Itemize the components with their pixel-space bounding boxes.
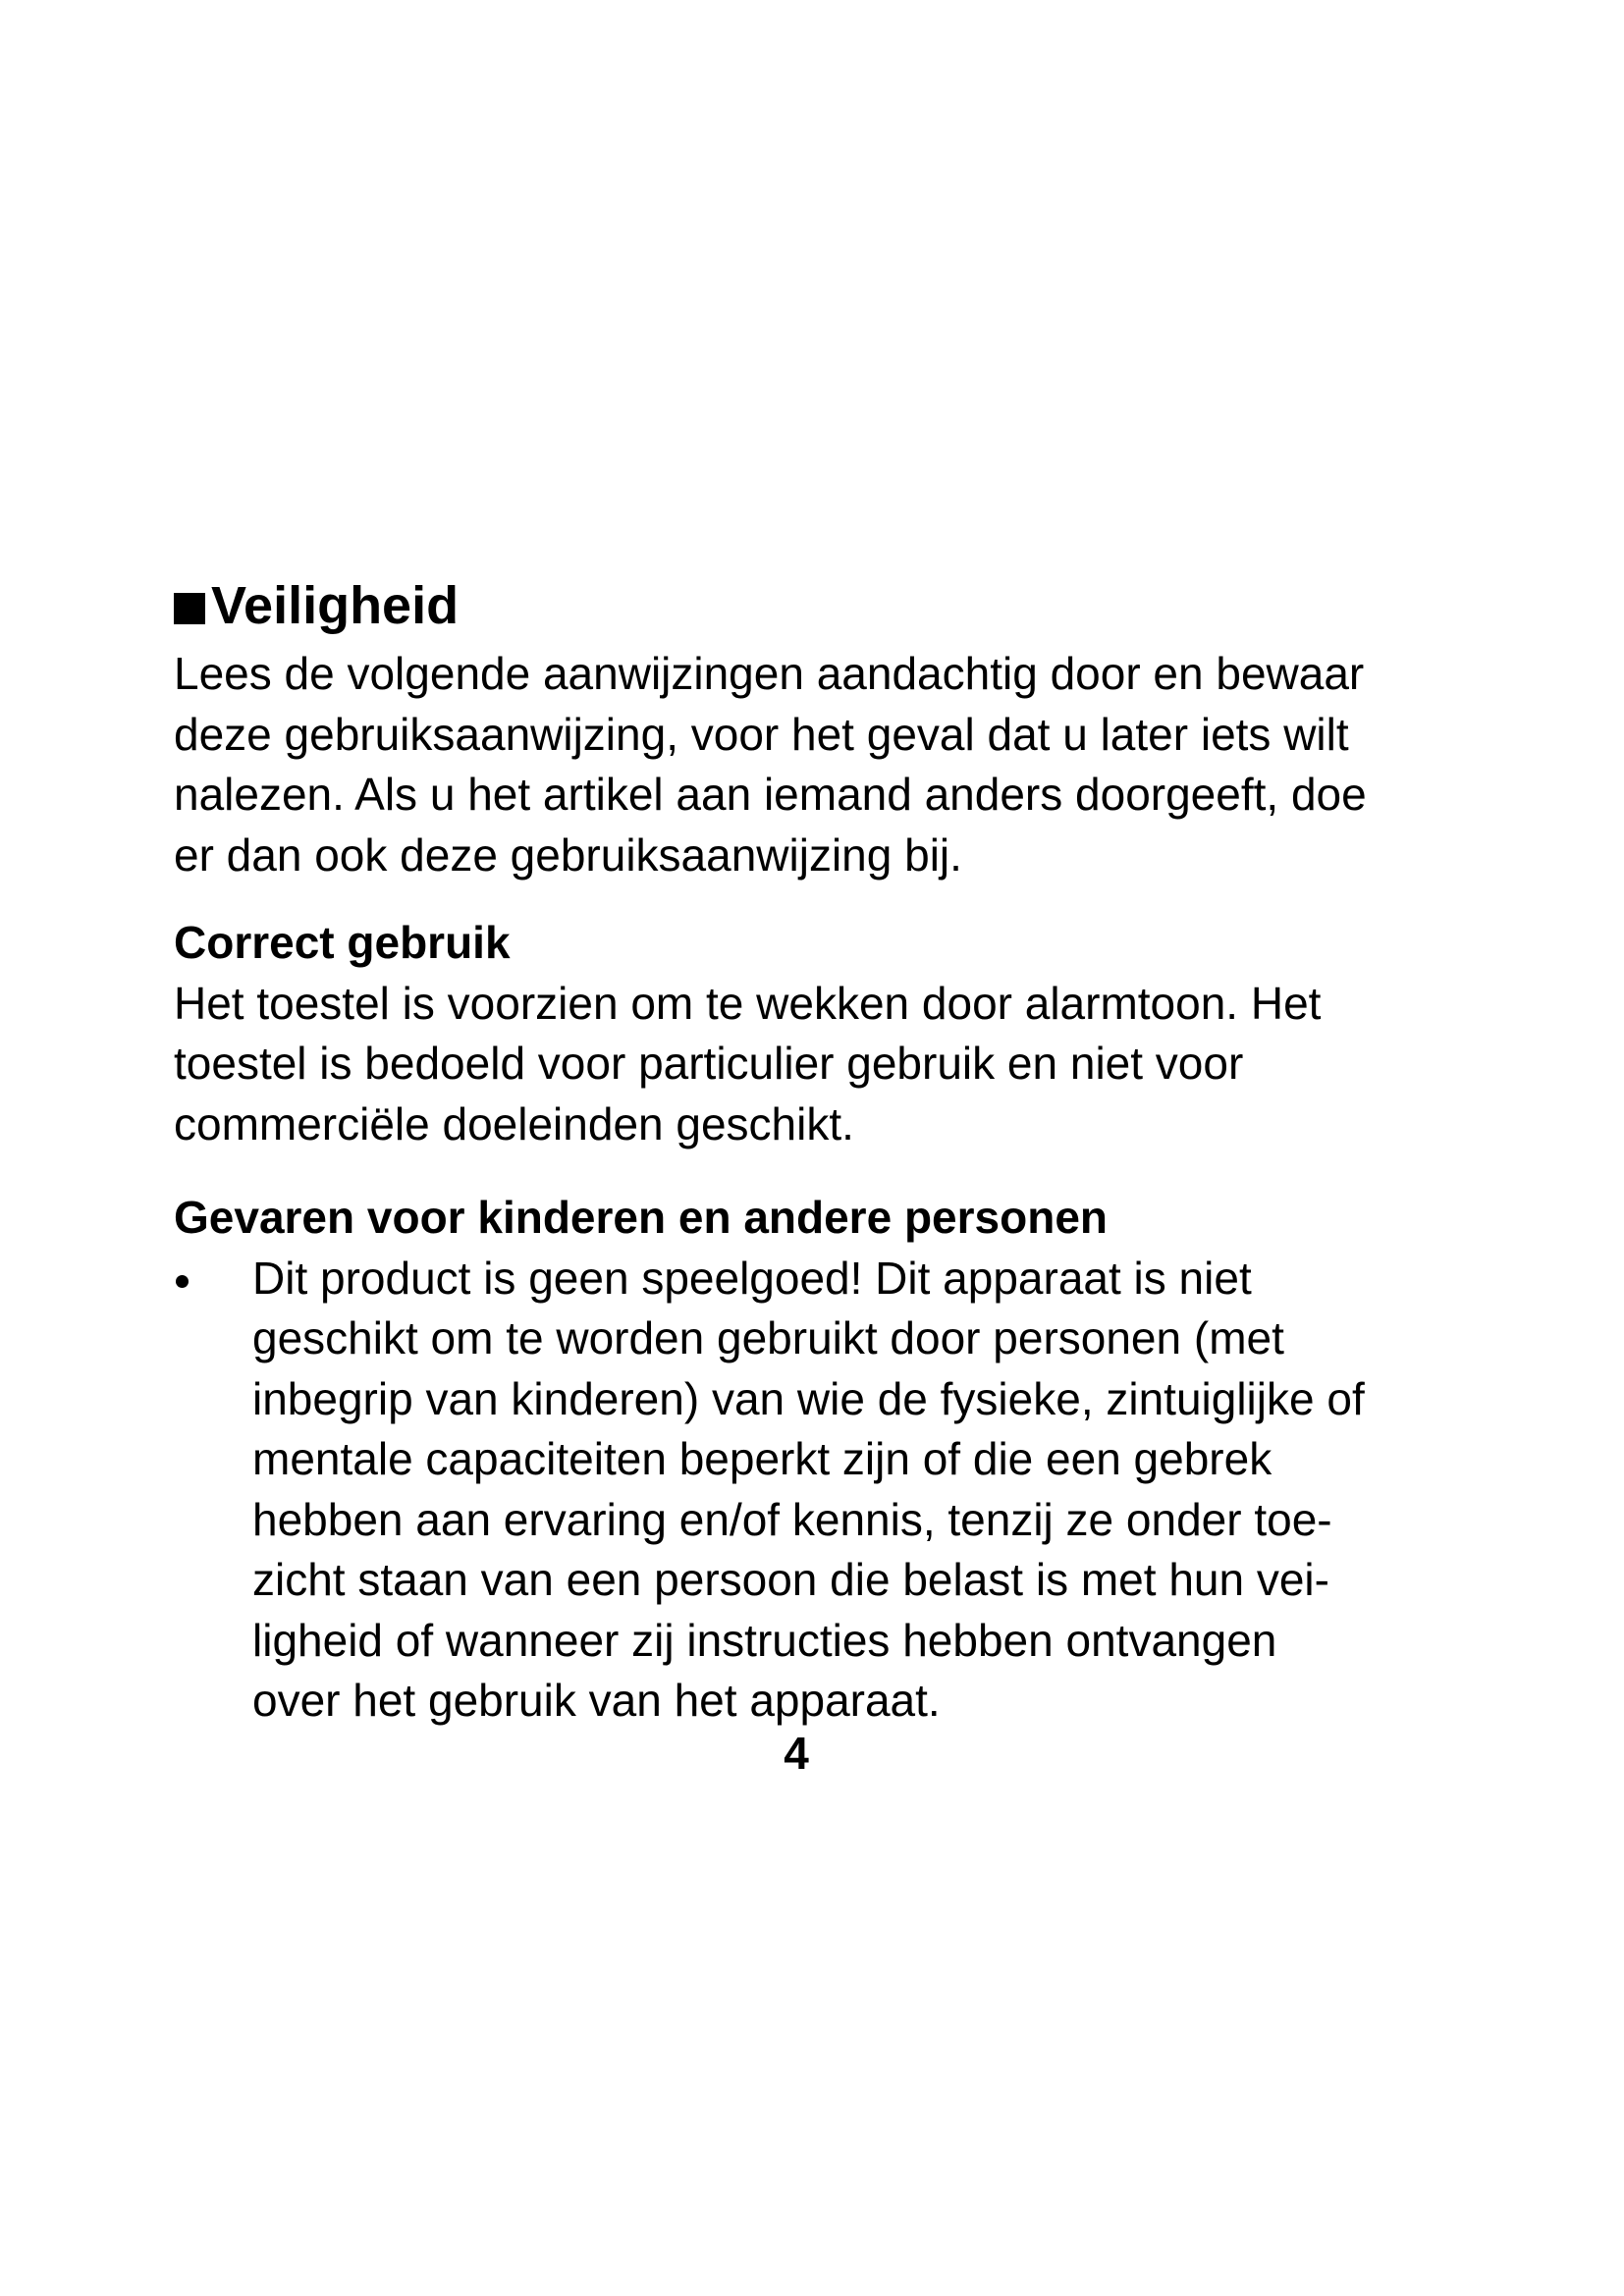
text-line: Dit product is geen speelgoed! Dit apparaat is niet bbox=[252, 1252, 1252, 1304]
page-content bbox=[174, 567, 1450, 1732]
subheading-correct-gebruik: Correct gebruik bbox=[174, 917, 511, 968]
text-line: zicht staan van een persoon die belast is met hun vei- bbox=[252, 1554, 1329, 1605]
black-square-icon bbox=[174, 593, 205, 624]
text-line: Lees de volgende aanwijzingen aandachtig door en bewaar bbox=[174, 648, 1365, 699]
text-line: geschikt om te worden gebruikt door personen (met bbox=[252, 1312, 1284, 1363]
dangers-bullet-list bbox=[174, 1249, 1450, 1732]
correct-use-paragraph bbox=[174, 974, 1450, 1155]
section-heading-text: Veiligheid bbox=[211, 576, 460, 635]
section-heading-veiligheid bbox=[174, 567, 1450, 644]
text-line: ligheid of wanneer zij instructies hebben ontvangen bbox=[252, 1614, 1277, 1666]
page-number: 4 bbox=[784, 1728, 809, 1779]
text-line: Het toestel is voorzien om te wekken door alarmtoon. Het bbox=[174, 977, 1322, 1029]
text-line: over het gebruik van het apparaat. bbox=[252, 1675, 941, 1726]
text-line: hebben aan ervaring en/of kennis, tenzij ze onder toe- bbox=[252, 1493, 1332, 1545]
text-line: inbegrip van kinderen) van wie de fysieke, zintuiglijke of bbox=[252, 1372, 1365, 1424]
intro-paragraph bbox=[174, 644, 1450, 885]
bullet-dot-icon bbox=[176, 1275, 189, 1288]
text-line: commerciële doeleinden geschikt. bbox=[174, 1097, 854, 1149]
text-line: er dan ook deze gebruiksaanwijzing bij. bbox=[174, 828, 962, 881]
text-line: toestel is bedoeld voor particulier gebruik en niet voor bbox=[174, 1038, 1244, 1089]
text-line: nalezen. Als u het artikel aan iemand anders doorgeeft, doe bbox=[174, 769, 1367, 820]
text-line: deze gebruiksaanwijzing, voor het geval dat u later iets wilt bbox=[174, 708, 1349, 760]
list-item bbox=[174, 1249, 1450, 1732]
subheading-gevaren: Gevaren voor kinderen en andere personen bbox=[174, 1192, 1108, 1243]
text-line: mentale capaciteiten beperkt zijn of die een gebrek bbox=[252, 1433, 1272, 1484]
